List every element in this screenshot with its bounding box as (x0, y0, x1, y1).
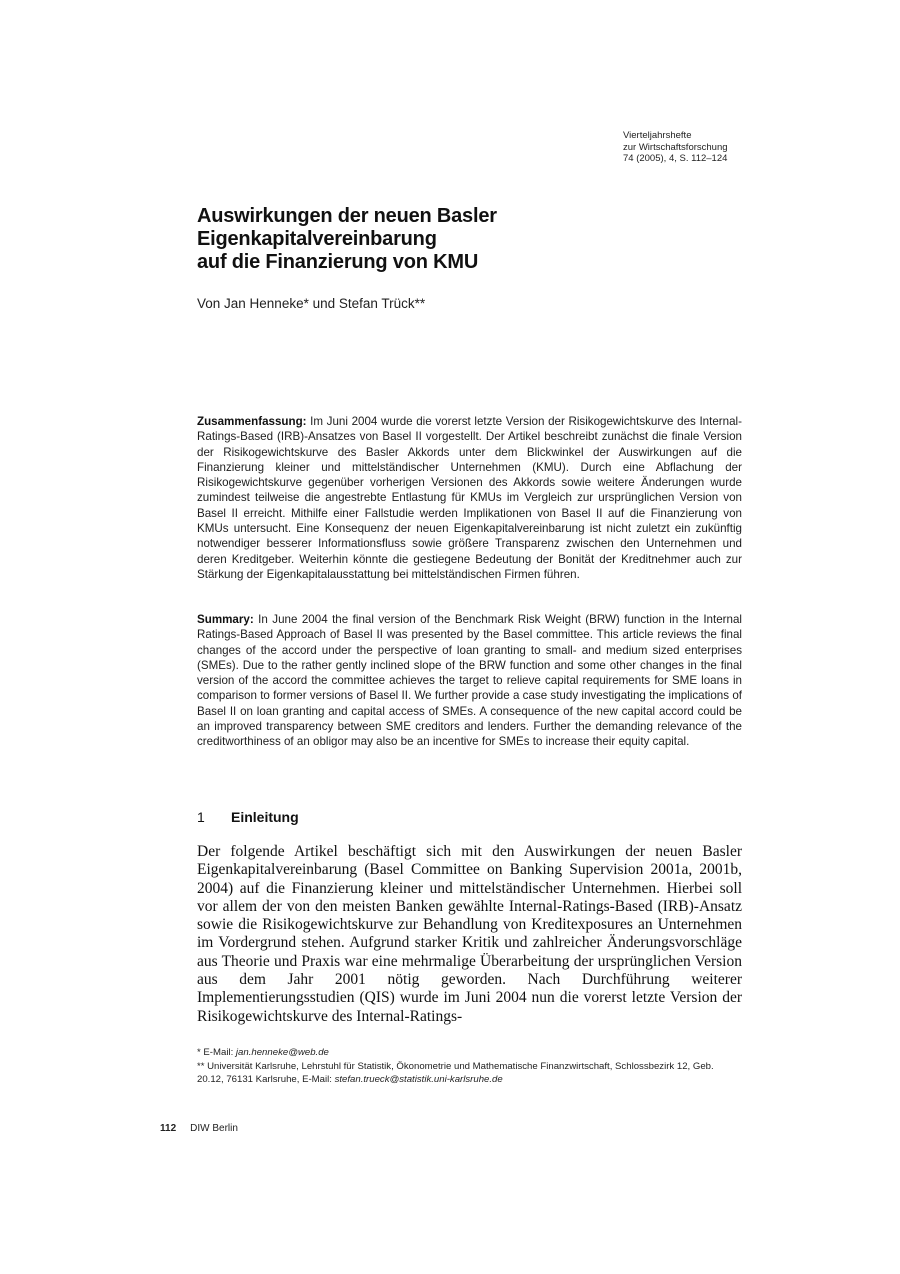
body-paragraph: Der folgende Artikel beschäftigt sich mit den Auswirkungen der neuen Basler Eigenkapitalvereinbarung (Basel Committee on Banking Supervision 2001a, 2001b, 2004) auf die Finanzierung kleiner und mittelständischer Unternehmen. Hierbei soll vor allem der von den meisten Banken gewählte Internal-Ratings-Based (IRB)-Ansatz sowie die Risikogewichtskurve zur Behandlung von Kreditexposures an Unternehmen im Vordergrund stehen. Aufgrund starker Kritik und zahlreicher Änderungsvorschläge aus Theorie und Praxis war eine mehrmalige Überarbeitung der ursprünglichen Version aus dem Jahr 2001 nötig geworden. Nach Durchführung weiterer Implementierungsstudien (QIS) wurde im Juni 2004 nun die vorerst letzte Version der Risikogewichtskurve des Internal-Ratings- (197, 843, 742, 1025)
footnote-2 (197, 1061, 742, 1086)
footnote-1-email: jan.henneke@web.de (235, 1047, 329, 1058)
footnote-2-email: stefan.trueck@statistik.uni-karlsruhe.de (334, 1073, 503, 1085)
footnotes (197, 1047, 742, 1088)
page-footer (160, 1123, 238, 1134)
abstract-english-label: Summary: (197, 613, 254, 626)
journal-name-line1: Vierteljahrshefte (623, 130, 692, 141)
journal-name-line2: zur Wirtschaftsforschung (623, 141, 728, 153)
abstract-german-label: Zusammenfassung: (197, 415, 307, 428)
footnote-1 (197, 1047, 742, 1059)
journal-citation: 74 (2005), 4, S. 112–124 (623, 153, 728, 164)
abstract-german-text: Im Juni 2004 wurde die vorerst letzte Version der Risikogewichtskurve des Internal-Ratings-Based (IRB)-Ansatzes von Basel II vorgestellt. Der Artikel beschreibt zunächst die finale Version der Risikogewichtskurve des Basler Akkords unter dem Blickwinkel der Auswirkungen auf die Finanzierung kleiner und mittelständischer Unternehmen (KMU). Durch eine Abflachung der Risikogewichtskurve gegenüber vorherigen Versionen des Akkords sowie weitere Änderungen wurde zumindest teilweise die angestrebte Entlastung für KMUs im Vergleich zur ursprünglichen Version von Basel II erreicht. Mithilfe einer Fallstudie werden Implikationen von Basel II auf die Finanzierung von KMUs untersucht. Eine Konsequenz der neuen Eigenkapitalvereinbarung ist nicht zuletzt ein zukünftig notwendiger besserer Informationsfluss sowie größere Transparenz zwischen den Unternehmen und deren Kreditgeber. Weiterhin könnte die gestiegene Bedeutung der Bonität der Kreditnehmer auch zur Stärkung der Eigenkapitalausstattung bei mittelständischen Firmen führen. (197, 415, 742, 581)
footnote-2-text: ** Universität Karlsruhe, Lehrstuhl für Statistik, Ökonometrie und Mathematische Finanzwirtschaft, Schlossbezirk 12, Geb. 20.12, 76131 Karlsruhe, E-Mail: (197, 1061, 714, 1085)
title-line1: Auswirkungen der neuen Basler (197, 205, 497, 227)
title-line2: Eigenkapitalvereinbarung (197, 228, 437, 250)
section-title: Einleitung (231, 809, 299, 825)
abstract-english (197, 612, 742, 750)
journal-info (623, 130, 728, 165)
publisher: DIW Berlin (190, 1123, 238, 1134)
abstract-german (197, 414, 742, 582)
article-title (197, 205, 497, 274)
section-number: 1 (197, 809, 205, 825)
authors: Von Jan Henneke* und Stefan Trück** (197, 296, 426, 311)
section-heading (197, 809, 299, 825)
abstract-english-text: In June 2004 the final version of the Benchmark Risk Weight (BRW) function in the Internal Ratings-Based Approach of Basel II was presented by the Basel committee. This article reviews the final changes of the accord under the perspective of loan granting to small- and medium sized enterprises (SMEs). Due to the rather gently inclined slope of the BRW function and some other changes in the final version of the accord the committee achieves the target to relieve capital requirements for SME loans in comparison to former versions of Basel II. We further provide a case study investigating the implications of Basel II on loan granting and capital access of SMEs. A consequence of the new capital accord could be an improved transparency between SME creditors and lenders. Further the demanding relevance of the creditworthiness of an obligor may also be an incentive for SMEs to increase their equity capital. (197, 613, 742, 749)
footnote-1-text: * E-Mail: (197, 1047, 236, 1058)
title-line3: auf die Finanzierung von KMU (197, 251, 479, 273)
page-number: 112 (160, 1123, 177, 1134)
